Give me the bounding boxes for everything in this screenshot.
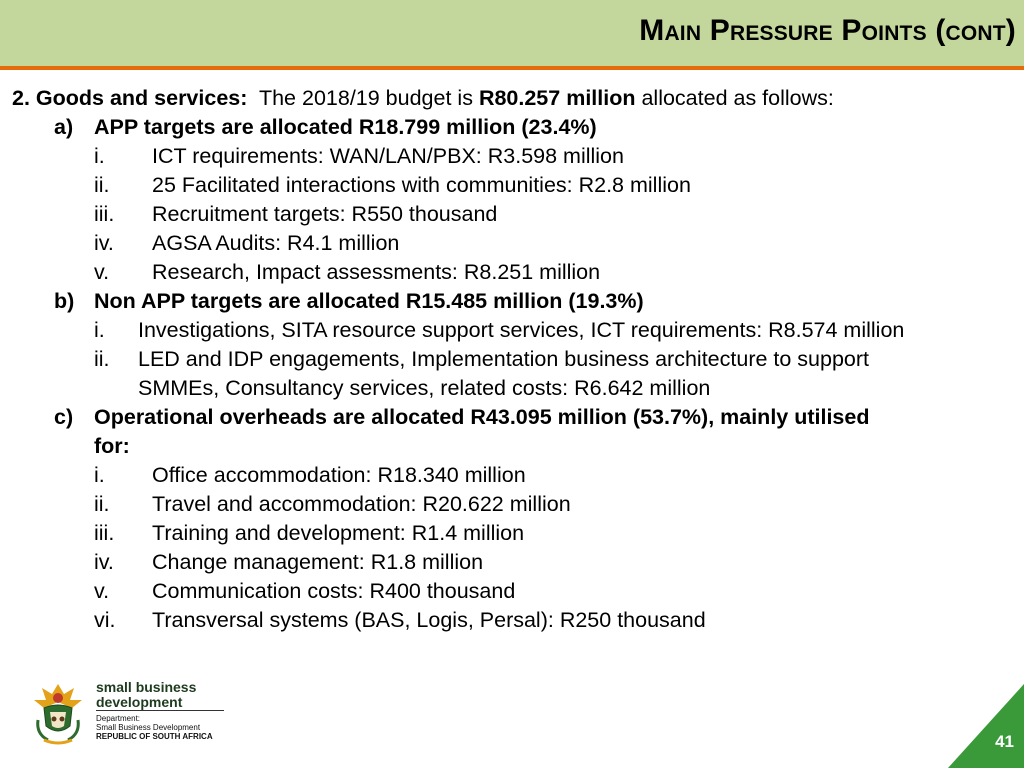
list-item: LED and IDP engagements, Implementation business architecture to support	[138, 347, 870, 371]
list-item: ICT requirements: WAN/LAN/PBX: R3.598 million	[152, 144, 624, 168]
list-item-marker: iv.	[94, 550, 114, 574]
logo-title	[96, 680, 196, 710]
section-c-title-continuation: for:	[94, 434, 130, 458]
list-item: 25 Facilitated interactions with communities: R2.8 million	[152, 173, 691, 197]
list-item: Transversal systems (BAS, Logis, Persal): R250 thousand	[152, 608, 706, 632]
intro-amount: R80.257 million	[478, 86, 636, 110]
coat-of-arms-icon	[30, 680, 86, 746]
list-item-marker: i.	[94, 144, 105, 168]
list-item-marker: ii.	[94, 347, 110, 371]
list-item-marker: iii.	[94, 202, 115, 226]
list-item: Office accommodation: R18.340 million	[152, 463, 526, 487]
list-item-continuation: SMMEs, Consultancy services, related costs: R6.642 million	[138, 376, 711, 400]
logo-dept-name: Small Business Development	[96, 723, 201, 732]
list-item-marker: ii.	[94, 492, 110, 516]
list-item-marker: v.	[94, 260, 110, 284]
list-item: Communication costs: R400 thousand	[152, 579, 516, 603]
list-item: Travel and accommodation: R20.622 million	[152, 492, 571, 516]
logo-line2: development	[96, 694, 183, 710]
section-b-marker: b)	[54, 289, 75, 313]
list-item-marker: iii.	[94, 521, 115, 545]
list-item-marker: v.	[94, 579, 110, 603]
intro-text-after: allocated as follows:	[641, 86, 834, 110]
page-title: Main Pressure Points (cont)	[639, 14, 1016, 47]
list-item: Investigations, SITA resource support services, ICT requirements: R8.574 million	[138, 318, 905, 342]
list-item-marker: i.	[94, 463, 105, 487]
list-item-marker: vi.	[94, 608, 116, 632]
list-item: Research, Impact assessments: R8.251 million	[152, 260, 601, 284]
intro-text-before: The 2018/19 budget is	[258, 86, 473, 110]
list-item-marker: ii.	[94, 173, 110, 197]
list-item: Recruitment targets: R550 thousand	[152, 202, 498, 226]
intro-label: 2. Goods and services:	[12, 86, 248, 110]
logo-line1: small business	[96, 679, 197, 695]
department-logo	[30, 680, 230, 750]
section-c-title: Operational overheads are allocated R43.095 million (53.7%), mainly utilised	[94, 405, 870, 429]
list-item: AGSA Audits: R4.1 million	[152, 231, 400, 255]
header-divider	[0, 66, 1024, 70]
intro-line	[12, 84, 834, 113]
section-b-title: Non APP targets are allocated R15.485 million (19.3%)	[94, 289, 644, 313]
list-item-marker: i.	[94, 318, 105, 342]
section-a-title: APP targets are allocated R18.799 million (23.4%)	[94, 115, 597, 139]
list-item: Training and development: R1.4 million	[152, 521, 525, 545]
list-item: Change management: R1.8 million	[152, 550, 484, 574]
section-a-marker: a)	[54, 115, 74, 139]
logo-divider	[96, 710, 224, 711]
page-number: 41	[995, 732, 1014, 751]
logo-country: REPUBLIC OF SOUTH AFRICA	[96, 732, 213, 741]
logo-dept-label: Department:	[96, 714, 141, 723]
page-corner-shape	[948, 684, 1024, 768]
list-item-marker: iv.	[94, 231, 114, 255]
section-c-marker: c)	[54, 405, 74, 429]
